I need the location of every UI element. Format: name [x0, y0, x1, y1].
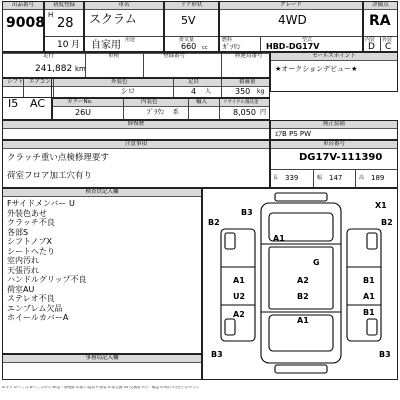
shift-value: I5: [8, 97, 19, 110]
trim-label: 内装色: [141, 99, 158, 105]
width: 147: [329, 174, 343, 182]
plate-label: 陸運局番号: [235, 53, 263, 59]
damage-code: G: [313, 258, 320, 267]
note-line-1: クラッチ重い点検修理要す: [7, 153, 109, 163]
damage-code: A1: [273, 234, 285, 243]
dealer-cell: [2, 354, 202, 380]
load: 350: [235, 87, 251, 96]
exterior-score: C: [385, 42, 392, 52]
inspector-line: ハンドルグリップ不良: [7, 275, 87, 284]
capacity: 4: [191, 87, 197, 96]
grade: 4WD: [278, 13, 307, 27]
trim-unit: 系: [173, 109, 180, 116]
chassis-cell: [270, 140, 398, 188]
equipment: ｴｱB PS PW: [275, 130, 312, 138]
sales-point-cell: [270, 52, 398, 92]
length: 339: [285, 174, 299, 182]
notes-title: 注意事項: [3, 141, 269, 149]
inspector-line: 外装色あせ: [7, 208, 47, 218]
height: 189: [371, 174, 385, 182]
inspection-label: 車検: [108, 53, 120, 59]
inspector-line: ホイールカバーA: [7, 313, 69, 322]
eval-label: 評価点: [364, 2, 397, 10]
interior-label: 内装: [365, 37, 376, 43]
mileage-row: [2, 52, 270, 78]
inspector-title: 検査員記入欄: [3, 189, 201, 197]
grade-label: グレード: [220, 2, 362, 10]
history-label: 修復歴: [3, 121, 269, 129]
mileage-row-header: [3, 53, 271, 59]
month: 10: [57, 40, 69, 50]
damage-code: B1: [363, 276, 375, 285]
damage-diagram: [202, 188, 398, 380]
name-label: 車名: [85, 2, 163, 10]
equip-label: 純正装備: [271, 121, 397, 129]
damage-code: B2: [381, 218, 393, 227]
dealer-label: 事務局記入欄: [3, 355, 201, 363]
damage-code: U2: [233, 292, 246, 301]
color: シロ: [121, 87, 135, 95]
trim: ﾌﾞﾗｳﾝ: [147, 108, 165, 116]
damage-code: B3: [379, 350, 391, 359]
mileage-unit: km: [75, 65, 86, 73]
ac-label: エアコン: [29, 79, 51, 85]
recycle-unit: 円: [260, 109, 267, 116]
spec-row-2-header: [53, 99, 269, 107]
interior-score: D: [368, 42, 375, 52]
shift-ac-box: [2, 78, 52, 120]
equipment-cell: [270, 120, 398, 140]
inspector-line: 各部S: [7, 227, 29, 237]
year-label: 初度登録: [45, 2, 83, 10]
reg-label: 登録番号: [163, 53, 186, 59]
damage-code: A2: [233, 310, 245, 319]
displacement: 660: [181, 42, 197, 51]
load-unit: kg: [257, 88, 265, 95]
use-label: 用途: [125, 37, 136, 43]
fuel: ｶﾞｿﾘﾝ: [223, 43, 241, 51]
inspector-list: [7, 199, 87, 323]
year: 28: [57, 16, 74, 31]
chassis-title: 車台番号: [271, 141, 397, 149]
recycle: 8,050: [233, 108, 256, 117]
history-cell: [2, 120, 270, 140]
era: H: [48, 11, 54, 19]
damage-code: A1: [363, 292, 375, 301]
damage-code: B3: [211, 350, 223, 359]
eval-score: RA: [369, 13, 391, 29]
mileage: 241,882: [35, 64, 73, 74]
colorno: 26U: [75, 108, 92, 117]
damage-legend: A:キズ U:へこみ B:へこみキズ W:歪・修理跡 S:錆 C:腐食 P:塗装 X:要交換 XX:交換済 Y:穴・亀裂 G:飛石 E:凹凸 Ⓐ:ポスト: [2, 386, 200, 389]
note-line-2: 荷室フロア加工穴有り: [7, 171, 93, 181]
use: 自家用: [91, 40, 121, 51]
damage-code: A1: [233, 276, 245, 285]
sales-point: ★オークションデビュー★: [275, 65, 358, 73]
recycle-label: リサイクル預託金: [223, 100, 259, 105]
car-outline-drawing: [203, 189, 399, 381]
exterior-label: 外装: [382, 37, 393, 43]
inspector-line: シートへたり: [7, 246, 55, 256]
inspector-cell: [2, 188, 202, 354]
inspector-line: 荷室AU: [7, 284, 35, 294]
month-unit: 月: [71, 40, 81, 50]
doors-label: ドア形状: [165, 2, 218, 10]
inspector-line: 天張汚れ: [7, 265, 39, 275]
colorno-label: カラーNo.: [67, 99, 93, 105]
damage-code: B2: [297, 292, 309, 301]
model: HBD-DG17V: [266, 42, 320, 51]
spec-row-2: [52, 98, 270, 120]
lot-label: 出品番号: [3, 2, 43, 10]
inspector-line: Fサイドメンバー U: [7, 199, 75, 208]
height-label: 高: [359, 175, 365, 181]
damage-code: X1: [375, 201, 387, 210]
damage-code: A1: [297, 316, 309, 325]
inspector-line: ステレオ不良: [7, 294, 55, 303]
length-label: 長: [273, 175, 279, 181]
shift-label: シフト: [7, 79, 24, 85]
damage-code: A2: [297, 276, 309, 285]
inspector-line: エンブレム欠品: [7, 303, 63, 313]
width-label: 幅: [317, 175, 323, 181]
color-label: 外装色: [111, 79, 128, 85]
notes-cell: [2, 140, 270, 188]
damage-code: B2: [208, 218, 220, 227]
capacity-label: 定員: [188, 79, 200, 85]
eval-cell: [363, 1, 398, 52]
load-label: 積載量: [239, 79, 256, 85]
import-label: 輸入: [196, 99, 208, 105]
damage-code: B1: [363, 308, 375, 317]
lot-number: 9008: [6, 15, 45, 31]
disp-unit: cc: [202, 45, 208, 51]
points-label: セールスポイント: [271, 53, 397, 61]
ac-value: AC: [30, 97, 46, 110]
capacity-unit: 人: [205, 88, 212, 95]
disp-label: 排気量: [179, 37, 195, 43]
fuel-label: 燃料: [222, 37, 233, 43]
mileage-label: 走行: [43, 53, 55, 59]
inspector-line: シフトノブX: [7, 237, 52, 246]
inspector-line: クラッチ不良: [7, 218, 55, 227]
lot-cell: [2, 1, 44, 52]
chassis-number: DG17V-111390: [299, 152, 383, 163]
model-label: 型式: [302, 37, 313, 43]
doors: 5V: [181, 14, 196, 27]
damage-code: B3: [241, 208, 253, 217]
inspector-line: 室内汚れ: [7, 256, 39, 265]
car-name: スクラム: [89, 12, 137, 26]
